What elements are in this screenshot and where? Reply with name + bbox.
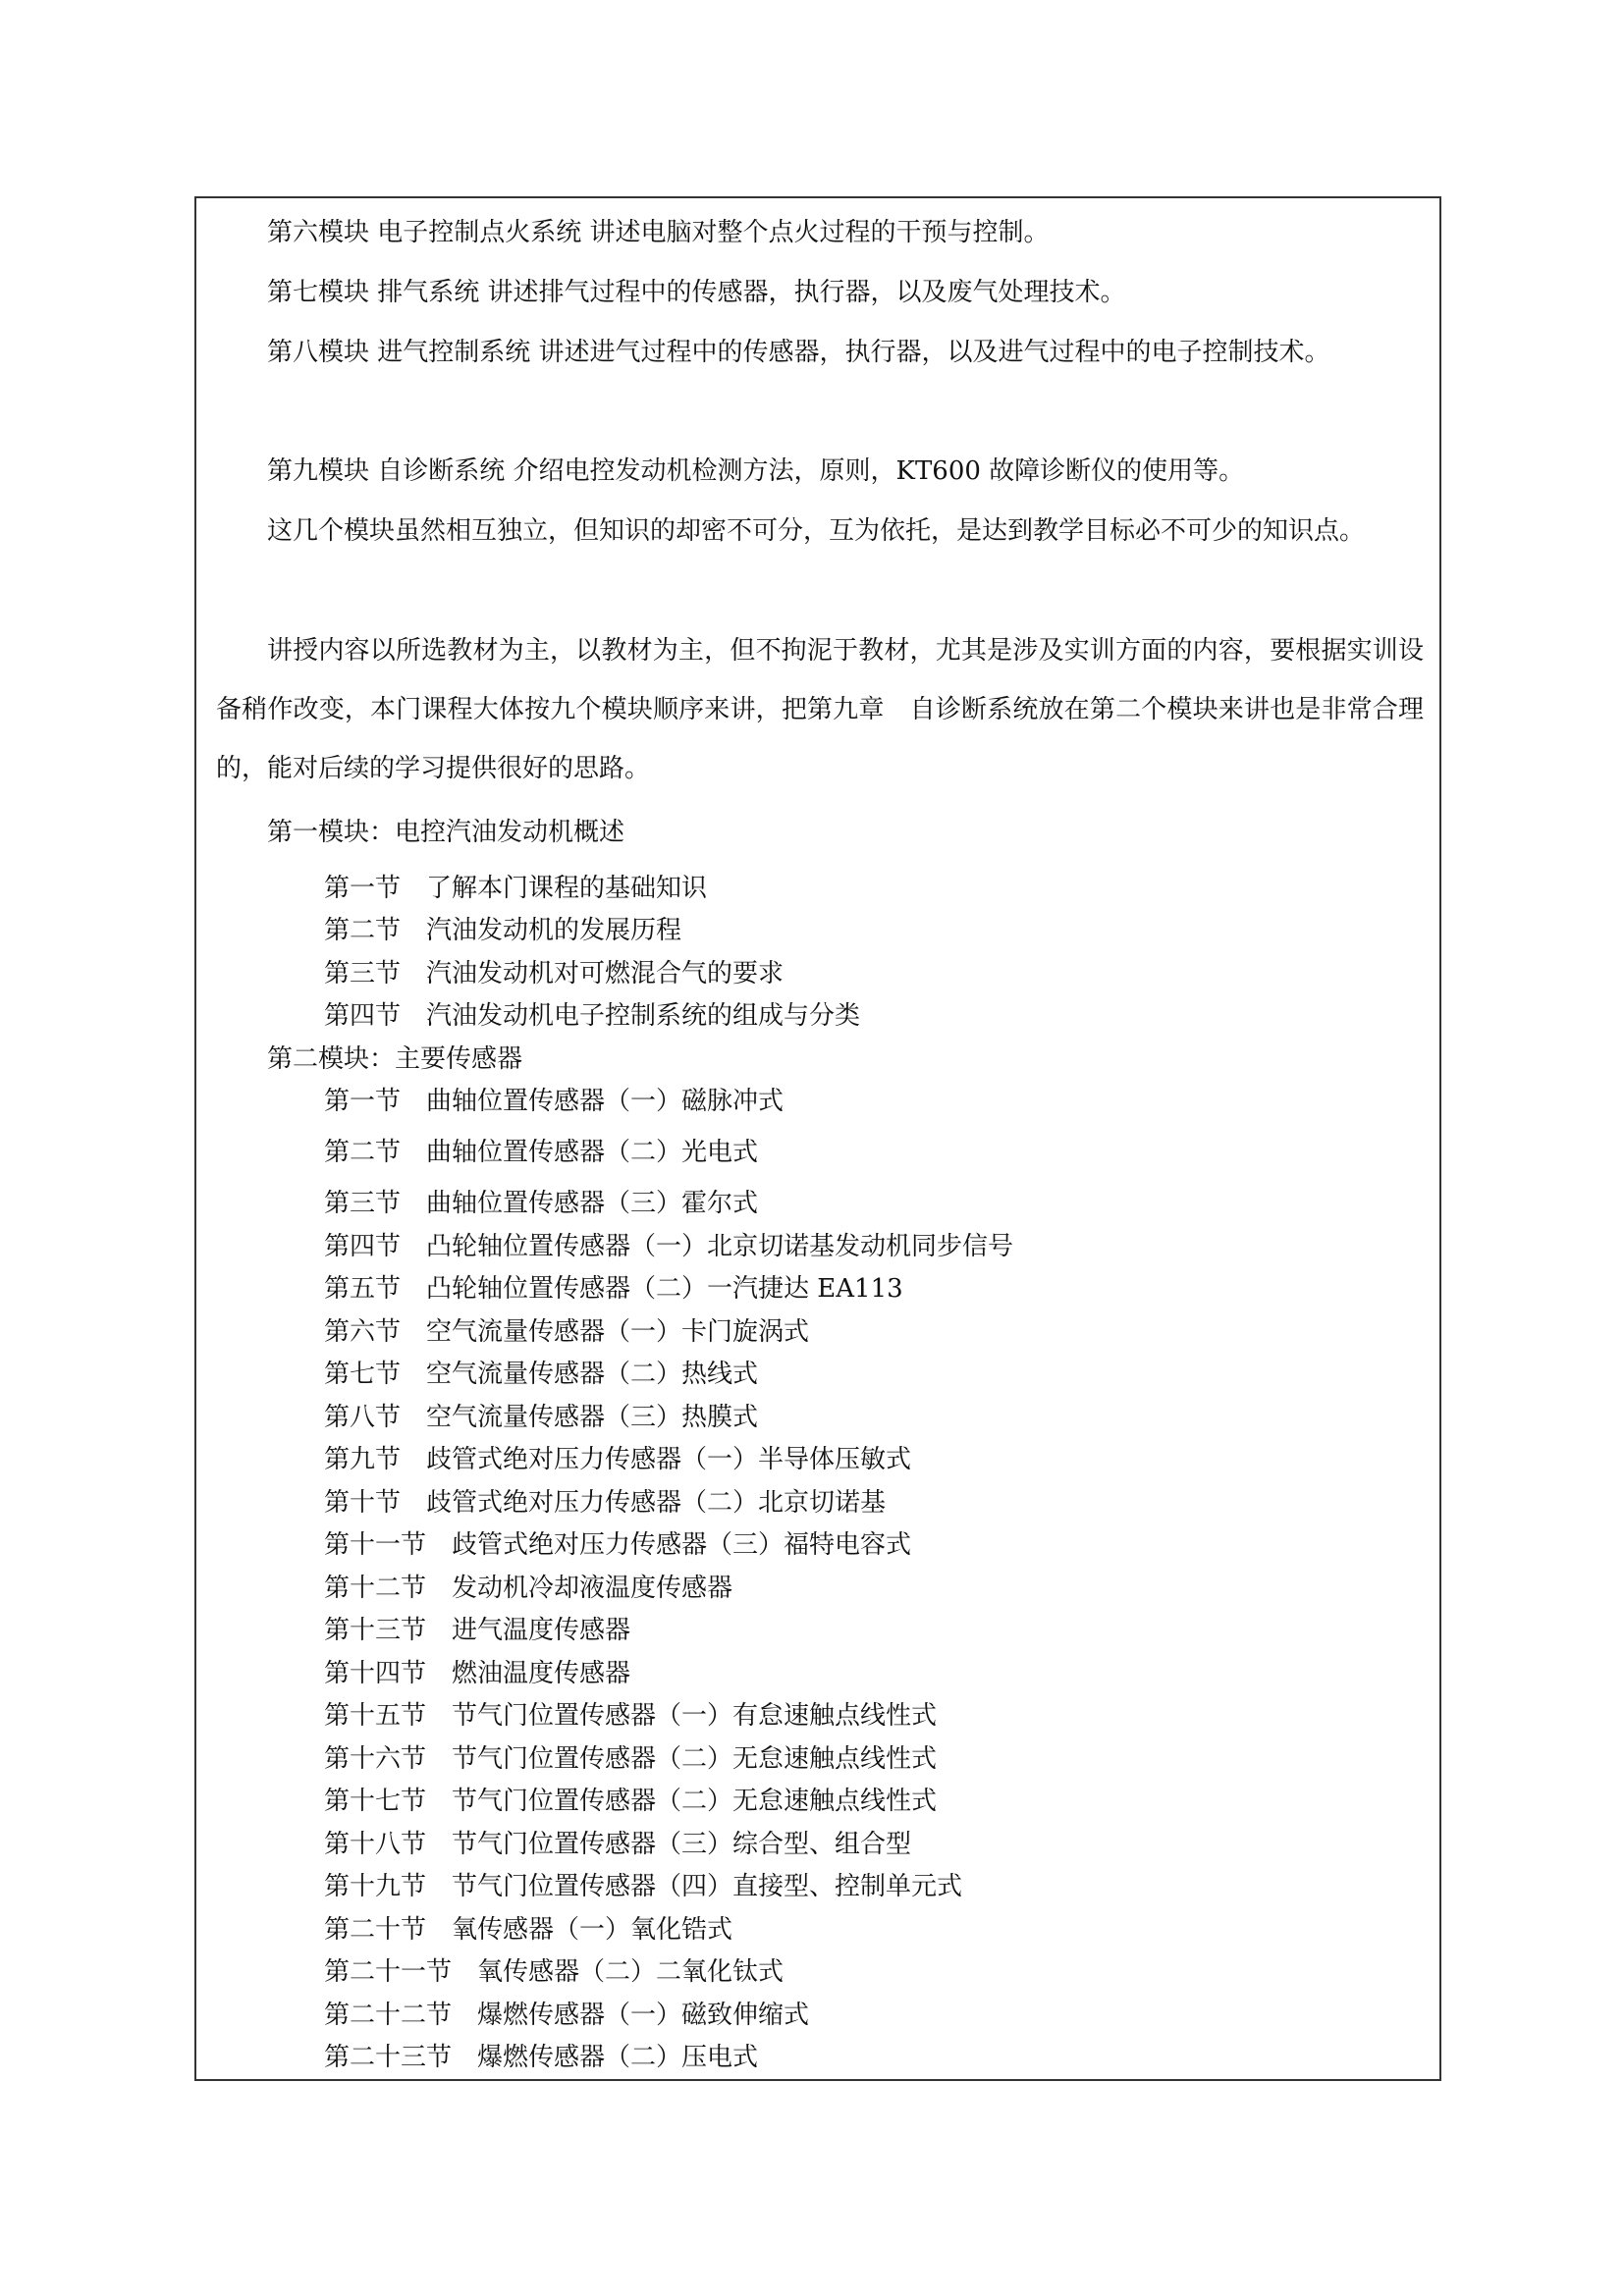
module2-section: 第十节 歧管式绝对压力传感器（二）北京切诺基 bbox=[324, 1488, 887, 1518]
module2-section: 第一节 曲轴位置传感器（一）磁脉冲式 bbox=[324, 1087, 785, 1116]
module2-section: 第十六节 节气门位置传感器（二）无怠速触点线性式 bbox=[324, 1744, 938, 1774]
module2-section: 第九节 歧管式绝对压力传感器（一）半导体压敏式 bbox=[324, 1445, 912, 1474]
paragraph-summary: 这几个模块虽然相互独立，但知识的却密不可分，互为依托，是达到教学目标必不可少的知识点。 bbox=[267, 516, 1366, 546]
module2-section: 第四节 凸轮轴位置传感器（一）北京切诺基发动机同步信号 bbox=[324, 1232, 1014, 1261]
module2-section: 第八节 空气流量传感器（三）热膜式 bbox=[324, 1403, 759, 1432]
module1-section: 第二节 汽油发动机的发展历程 bbox=[324, 916, 682, 945]
module2-section: 第十四节 燃油温度传感器 bbox=[324, 1659, 631, 1688]
module2-heading: 第二模块：主要传感器 bbox=[267, 1044, 523, 1074]
module2-section: 第三节 曲轴位置传感器（三）霍尔式 bbox=[324, 1189, 759, 1218]
paragraph-module8: 第八模块 进气控制系统 讲述进气过程中的传感器，执行器，以及进气过程中的电子控制技术。 bbox=[267, 338, 1330, 367]
paragraph-module7: 第七模块 排气系统 讲述排气过程中的传感器，执行器，以及废气处理技术。 bbox=[267, 278, 1126, 307]
module2-section: 第二十三节 爆燃传感器（二）压电式 bbox=[324, 2043, 759, 2072]
module2-section: 第十一节 歧管式绝对压力传感器（三）福特电容式 bbox=[324, 1530, 912, 1560]
module2-section: 第十五节 节气门位置传感器（一）有怠速触点线性式 bbox=[324, 1701, 938, 1731]
module2-section: 第六节 空气流量传感器（一）卡门旋涡式 bbox=[324, 1317, 810, 1347]
module2-section: 第五节 凸轮轴位置传感器（二）一汽捷达 EA113 bbox=[324, 1274, 903, 1304]
module2-section: 第十三节 进气温度传感器 bbox=[324, 1616, 631, 1645]
module1-section: 第三节 汽油发动机对可燃混合气的要求 bbox=[324, 959, 785, 988]
module2-section: 第二十二节 爆燃传感器（一）磁致伸缩式 bbox=[324, 2001, 810, 2030]
module2-section: 第十二节 发动机冷却液温度传感器 bbox=[324, 1574, 733, 1603]
module2-section: 第十九节 节气门位置传感器（四）直接型、控制单元式 bbox=[324, 1872, 963, 1901]
paragraph-module9: 第九模块 自诊断系统 介绍电控发动机检测方法，原则，KT600 故障诊断仪的使用等。 bbox=[267, 456, 1245, 486]
module1-heading: 第一模块：电控汽油发动机概述 bbox=[267, 818, 625, 847]
paragraph-teaching-plan: 讲授内容以所选教材为主，以教材为主，但不拘泥于教材，尤其是涉及实训方面的内容，要根据实训设备稍作改变，本门课程大体按九个模块顺序来讲，把第九章 自诊断系统放在第二个模块来讲也是非常合理的，能对后续的学习提供很好的思路。 bbox=[216, 636, 1424, 783]
module1-section: 第四节 汽油发动机电子控制系统的组成与分类 bbox=[324, 1001, 861, 1031]
module2-section: 第二十一节 氧传感器（二）二氧化钛式 bbox=[324, 1957, 785, 1987]
module2-section: 第七节 空气流量传感器（二）热线式 bbox=[324, 1360, 759, 1389]
module2-section: 第十七节 节气门位置传感器（二）无怠速触点线性式 bbox=[324, 1787, 938, 1816]
module2-section: 第十八节 节气门位置传感器（三）综合型、组合型 bbox=[324, 1830, 912, 1859]
module2-section: 第二节 曲轴位置传感器（二）光电式 bbox=[324, 1138, 759, 1167]
paragraph-module6: 第六模块 电子控制点火系统 讲述电脑对整个点火过程的干预与控制。 bbox=[267, 218, 1050, 247]
module2-section: 第二十节 氧传感器（一）氧化锆式 bbox=[324, 1915, 733, 1945]
module1-section: 第一节 了解本门课程的基础知识 bbox=[324, 874, 708, 903]
